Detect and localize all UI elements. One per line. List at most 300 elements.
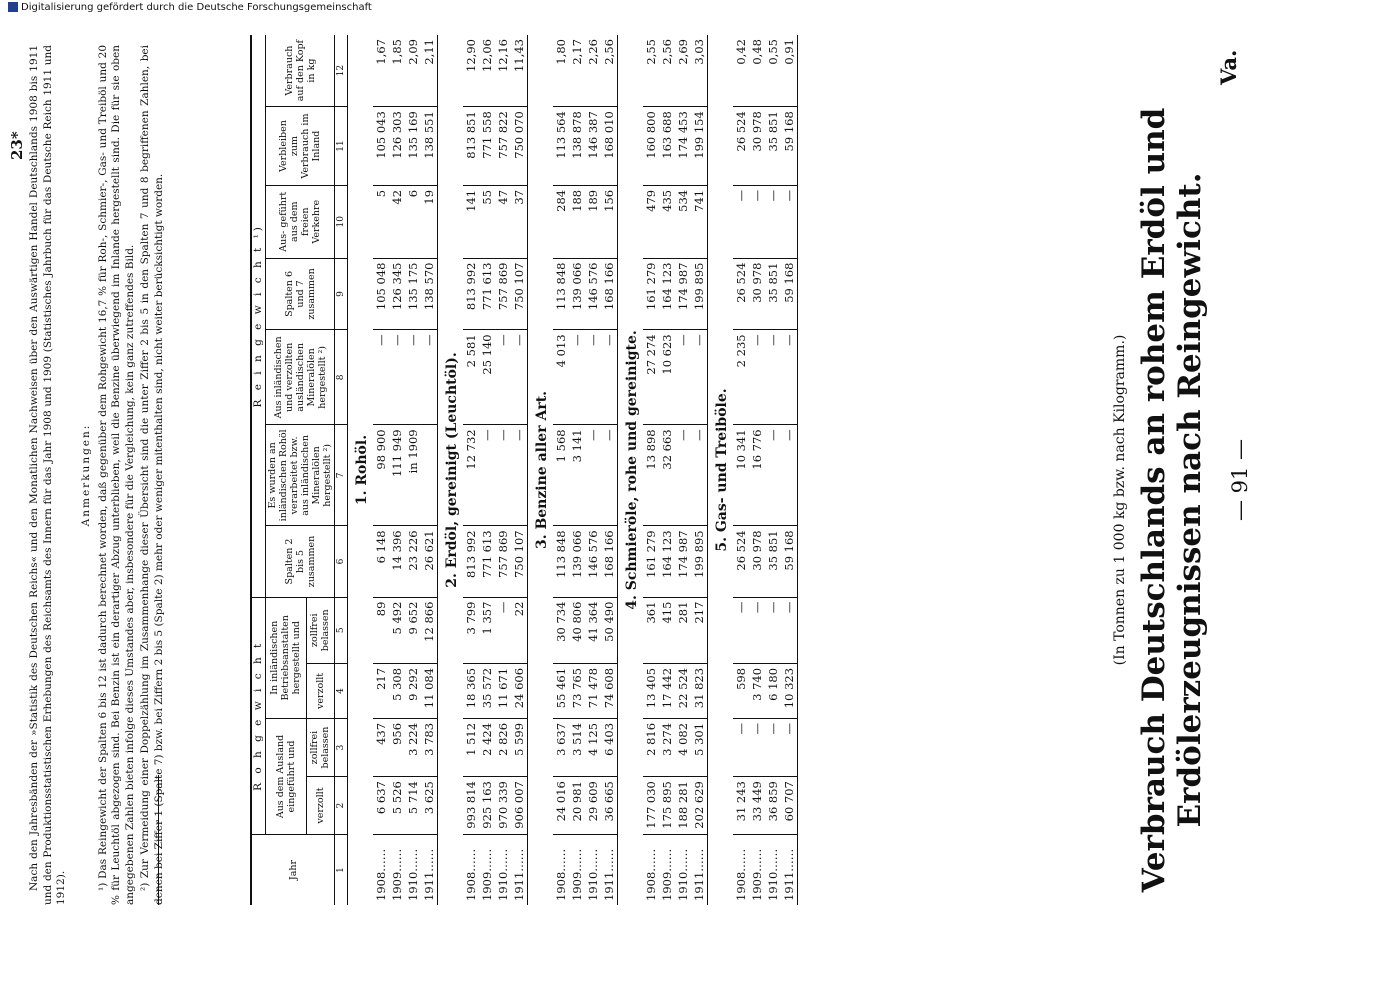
column-number: 2 bbox=[335, 777, 348, 835]
col-header-year: Jahr bbox=[251, 835, 335, 906]
col-header-ausland: Aus dem Ausland eingeführt und bbox=[266, 718, 307, 834]
value-cell: — bbox=[781, 330, 798, 425]
value-cell: 188 281 bbox=[675, 777, 691, 835]
value-cell: 20 981 bbox=[569, 777, 585, 835]
value-cell: 2 581 bbox=[463, 330, 479, 425]
value-cell: 188 bbox=[569, 185, 585, 258]
value-cell: 757 822 bbox=[495, 107, 511, 186]
value-cell: 146 387 bbox=[585, 107, 601, 186]
column-number: 3 bbox=[335, 718, 348, 776]
value-cell: 10 623 bbox=[659, 330, 675, 425]
value-cell: 813 851 bbox=[463, 107, 479, 186]
value-cell: — bbox=[781, 185, 798, 258]
value-cell: 771 558 bbox=[479, 107, 495, 186]
value-cell: 4 082 bbox=[675, 718, 691, 776]
year-cell: 1911…… bbox=[421, 835, 438, 906]
column-number: 10 bbox=[335, 185, 348, 258]
value-cell: 24 016 bbox=[553, 777, 569, 835]
value-cell: 168 166 bbox=[601, 526, 618, 597]
year-cell: 1908…… bbox=[733, 835, 749, 906]
value-cell: 12 732 bbox=[463, 425, 479, 526]
value-cell: 12,06 bbox=[479, 35, 495, 107]
page-subtitle: (In Tonnen zu 1 000 kg bzw. nach Kilogramm.) bbox=[1112, 334, 1128, 666]
value-cell: 3 799 bbox=[463, 597, 479, 663]
value-cell: 0,55 bbox=[765, 35, 781, 107]
col-header-4: verzollt bbox=[306, 663, 334, 718]
value-cell: in 1909 bbox=[405, 425, 421, 526]
table-row bbox=[479, 35, 495, 905]
value-cell: 956 bbox=[389, 718, 405, 776]
value-cell: 3 514 bbox=[569, 718, 585, 776]
value-cell: 12 866 bbox=[421, 597, 438, 663]
col-header-8: Aus inländischen und verzollten ausländischen Mineralölen hergestellt ²) bbox=[266, 330, 335, 425]
value-cell: 26 621 bbox=[421, 526, 438, 597]
table-row bbox=[511, 35, 528, 905]
col-header-7: Es wurden an inländischen Rohöl verarbeitet bzw. aus inländischen Mineralölen hergestellt ²) bbox=[266, 425, 335, 526]
value-cell: — bbox=[765, 330, 781, 425]
value-cell: 168 010 bbox=[601, 107, 618, 186]
value-cell: 71 478 bbox=[585, 663, 601, 718]
value-cell: — bbox=[781, 597, 798, 663]
value-cell: — bbox=[511, 425, 528, 526]
table-row bbox=[421, 35, 438, 905]
value-cell: 14 396 bbox=[389, 526, 405, 597]
value-cell: 163 688 bbox=[659, 107, 675, 186]
value-cell: 60 707 bbox=[781, 777, 798, 835]
value-cell: — bbox=[421, 330, 438, 425]
table-row bbox=[585, 35, 601, 905]
value-cell: 161 279 bbox=[643, 258, 659, 330]
value-cell: 2 235 bbox=[733, 330, 749, 425]
value-cell: 22 524 bbox=[675, 663, 691, 718]
col-header-11: Verbleiben zum Verbrauch im Inland bbox=[266, 107, 335, 186]
value-cell: — bbox=[749, 330, 765, 425]
value-cell: 105 048 bbox=[373, 258, 389, 330]
col-header-9: Spalten 6 und 7 zusammen bbox=[266, 258, 335, 330]
value-cell: 479 bbox=[643, 185, 659, 258]
column-number: 5 bbox=[335, 597, 348, 663]
year-cell: 1911…… bbox=[601, 835, 618, 906]
value-cell: 0,91 bbox=[781, 35, 798, 107]
value-cell: 35 851 bbox=[765, 107, 781, 186]
value-cell: — bbox=[691, 330, 708, 425]
value-cell: 177 030 bbox=[643, 777, 659, 835]
table-row bbox=[691, 35, 708, 905]
value-cell: 59 168 bbox=[781, 107, 798, 186]
value-cell: 156 bbox=[601, 185, 618, 258]
table-row bbox=[765, 35, 781, 905]
table-row bbox=[373, 35, 389, 905]
value-cell: 6 403 bbox=[601, 718, 618, 776]
value-cell: 126 303 bbox=[389, 107, 405, 186]
value-cell: 135 175 bbox=[405, 258, 421, 330]
value-cell: 281 bbox=[675, 597, 691, 663]
value-cell: 36 859 bbox=[765, 777, 781, 835]
section-title-row bbox=[348, 35, 374, 905]
value-cell: 23 226 bbox=[405, 526, 421, 597]
table-row bbox=[553, 35, 569, 905]
value-cell: 164 123 bbox=[659, 258, 675, 330]
value-cell: 98 900 bbox=[373, 425, 389, 526]
value-cell: 199 154 bbox=[691, 107, 708, 186]
value-cell: 3 783 bbox=[421, 718, 438, 776]
page-title: Verbrauch Deutschlands an rohem Erdöl und Erdölerzeugnissen nach Reingewicht. bbox=[1136, 107, 1208, 893]
year-cell: 1909…… bbox=[569, 835, 585, 906]
value-cell: 30 978 bbox=[749, 258, 765, 330]
value-cell: 771 613 bbox=[479, 526, 495, 597]
value-cell: 55 461 bbox=[553, 663, 569, 718]
footnote-2: ²) Zur Vermeidung einer Doppelzählung im Zusammenhange dieser Übersicht sind die unter Ziffer 2 bis 5 in den Spalten 7 und 8 begriffenen Zahlen, bei denen bei Ziffer 1 (Spalte 7) bzw. bei Ziffern 2 bis 5 (Spalte 2) mehr oder weniger mitenthalten sind, nicht weiter berücksichtigt worden. bbox=[139, 45, 165, 905]
value-cell: 5 308 bbox=[389, 663, 405, 718]
value-cell: — bbox=[733, 718, 749, 776]
value-cell: — bbox=[389, 330, 405, 425]
value-cell: 3 141 bbox=[569, 425, 585, 526]
section-title-row bbox=[708, 35, 734, 905]
value-cell: 141 bbox=[463, 185, 479, 258]
value-cell: 435 bbox=[659, 185, 675, 258]
year-cell: 1910…… bbox=[585, 835, 601, 906]
value-cell: 111 949 bbox=[389, 425, 405, 526]
value-cell: 757 869 bbox=[495, 526, 511, 597]
value-cell: 113 848 bbox=[553, 258, 569, 330]
value-cell: 17 442 bbox=[659, 663, 675, 718]
value-cell: 138 570 bbox=[421, 258, 438, 330]
value-cell: 199 895 bbox=[691, 258, 708, 330]
table-row bbox=[601, 35, 618, 905]
section-title: 2. Erdöl, gereinigt (Leuchtöl). bbox=[444, 352, 460, 588]
value-cell: — bbox=[405, 330, 421, 425]
divider bbox=[158, 775, 159, 905]
consumption-table bbox=[250, 35, 798, 905]
footnote-1: ¹) Das Reingewicht der Spalten 6 bis 12 ist dadurch berechnet worden, daß gegenüber dem Rohgewicht 16,7 % für Roh-, Schmier-, Gas- und Treiböl und 20 % für Leuchtöl abgezogen sind. Bei Benzin ist ein derartiger Abzug unterblieben, weil die Benzine überwiegend im Inlande hergestellt sind. Die für sie oben angegebenen Zahlen bieten infolge dieses Umstandes aber, insbesondere für die Vergleichung, kein ganz zutreffendes Bild. bbox=[96, 45, 136, 905]
value-cell: 29 609 bbox=[585, 777, 601, 835]
year-cell: 1908…… bbox=[553, 835, 569, 906]
value-cell: 16 776 bbox=[749, 425, 765, 526]
table-row bbox=[675, 35, 691, 905]
table-row bbox=[389, 35, 405, 905]
value-cell: 813 992 bbox=[463, 526, 479, 597]
value-cell: 26 524 bbox=[733, 526, 749, 597]
value-cell: 1,85 bbox=[389, 35, 405, 107]
value-cell: 925 163 bbox=[479, 777, 495, 835]
value-cell: — bbox=[749, 185, 765, 258]
notes-title: Anmerkungen: bbox=[80, 423, 92, 527]
col-header-10: Aus- geführt aus dem freien Verkehre bbox=[266, 185, 335, 258]
digitization-note bbox=[8, 2, 372, 13]
value-cell: 35 851 bbox=[765, 526, 781, 597]
year-cell: 1908…… bbox=[463, 835, 479, 906]
column-number: 6 bbox=[335, 526, 348, 597]
value-cell: 6 637 bbox=[373, 777, 389, 835]
value-cell: 10 323 bbox=[781, 663, 798, 718]
value-cell: 534 bbox=[675, 185, 691, 258]
column-number: 12 bbox=[335, 35, 348, 107]
value-cell: — bbox=[675, 425, 691, 526]
value-cell: 135 169 bbox=[405, 107, 421, 186]
value-cell: 12,16 bbox=[495, 35, 511, 107]
value-cell: 27 274 bbox=[643, 330, 659, 425]
value-cell: 13 898 bbox=[643, 425, 659, 526]
column-number: 7 bbox=[335, 425, 348, 526]
year-cell: 1910…… bbox=[765, 835, 781, 906]
column-number-row bbox=[335, 35, 348, 905]
section-title-row bbox=[438, 35, 464, 905]
value-cell: 139 066 bbox=[569, 258, 585, 330]
col-header-12: Verbrauch auf den Kopf in kg bbox=[266, 35, 335, 107]
page-number: — 91 — bbox=[1228, 438, 1252, 522]
value-cell: 2 826 bbox=[495, 718, 511, 776]
value-cell: 174 453 bbox=[675, 107, 691, 186]
table-row bbox=[781, 35, 798, 905]
value-cell: 2,69 bbox=[675, 35, 691, 107]
value-cell: — bbox=[781, 425, 798, 526]
value-cell: 40 806 bbox=[569, 597, 585, 663]
value-cell: 598 bbox=[733, 663, 749, 718]
value-cell: — bbox=[691, 425, 708, 526]
value-cell: 42 bbox=[389, 185, 405, 258]
table-row bbox=[659, 35, 675, 905]
value-cell: 30 734 bbox=[553, 597, 569, 663]
value-cell: — bbox=[765, 185, 781, 258]
value-cell: 25 140 bbox=[479, 330, 495, 425]
value-cell: 741 bbox=[691, 185, 708, 258]
footnotes bbox=[80, 45, 168, 905]
value-cell: 6 bbox=[405, 185, 421, 258]
value-cell: 1,67 bbox=[373, 35, 389, 107]
value-cell: 2,11 bbox=[421, 35, 438, 107]
value-cell: 2,55 bbox=[643, 35, 659, 107]
value-cell: 2,17 bbox=[569, 35, 585, 107]
value-cell: 59 168 bbox=[781, 526, 798, 597]
value-cell: 35 851 bbox=[765, 258, 781, 330]
value-cell: 55 bbox=[479, 185, 495, 258]
value-cell: 2 816 bbox=[643, 718, 659, 776]
value-cell: 32 663 bbox=[659, 425, 675, 526]
year-cell: 1909…… bbox=[749, 835, 765, 906]
value-cell: 6 148 bbox=[373, 526, 389, 597]
value-cell: — bbox=[781, 718, 798, 776]
value-cell: 26 524 bbox=[733, 258, 749, 330]
value-cell: 437 bbox=[373, 718, 389, 776]
value-cell: 168 166 bbox=[601, 258, 618, 330]
value-cell: 174 987 bbox=[675, 258, 691, 330]
column-number: 11 bbox=[335, 107, 348, 186]
value-cell: — bbox=[373, 330, 389, 425]
value-cell: 2 424 bbox=[479, 718, 495, 776]
value-cell: 189 bbox=[585, 185, 601, 258]
value-cell: 59 168 bbox=[781, 258, 798, 330]
value-cell: — bbox=[585, 330, 601, 425]
value-cell: 906 007 bbox=[511, 777, 528, 835]
value-cell: 1,80 bbox=[553, 35, 569, 107]
value-cell: 113 848 bbox=[553, 526, 569, 597]
year-cell: 1909…… bbox=[659, 835, 675, 906]
value-cell: — bbox=[749, 718, 765, 776]
value-cell: — bbox=[495, 330, 511, 425]
value-cell: 50 490 bbox=[601, 597, 618, 663]
value-cell: 3 224 bbox=[405, 718, 421, 776]
value-cell: 217 bbox=[373, 663, 389, 718]
value-cell: 174 987 bbox=[675, 526, 691, 597]
value-cell: 284 bbox=[553, 185, 569, 258]
year-cell: 1908…… bbox=[373, 835, 389, 906]
value-cell: 5 526 bbox=[389, 777, 405, 835]
value-cell: 5 599 bbox=[511, 718, 528, 776]
value-cell bbox=[421, 425, 438, 526]
value-cell: 35 572 bbox=[479, 663, 495, 718]
value-cell: — bbox=[569, 330, 585, 425]
value-cell: 2,56 bbox=[601, 35, 618, 107]
table-body bbox=[335, 35, 798, 905]
section-title: 3. Benzine aller Art. bbox=[534, 390, 550, 550]
section-title-row bbox=[618, 35, 644, 905]
value-cell: 1 568 bbox=[553, 425, 569, 526]
value-cell: 5 714 bbox=[405, 777, 421, 835]
signature-mark: 23* bbox=[8, 131, 26, 160]
value-cell: 146 576 bbox=[585, 258, 601, 330]
value-cell: 3 637 bbox=[553, 718, 569, 776]
value-cell: 13 405 bbox=[643, 663, 659, 718]
year-cell: 1909…… bbox=[479, 835, 495, 906]
value-cell: 10 341 bbox=[733, 425, 749, 526]
value-cell: 970 339 bbox=[495, 777, 511, 835]
value-cell: — bbox=[511, 330, 528, 425]
value-cell: 139 066 bbox=[569, 526, 585, 597]
col-header-inland: In inländischen Betriebsanstalten hergestellt und bbox=[266, 597, 307, 718]
value-cell: 3,03 bbox=[691, 35, 708, 107]
value-cell: 33 449 bbox=[749, 777, 765, 835]
section-title: 5. Gas- und Treiböle. bbox=[714, 388, 730, 552]
value-cell: 164 123 bbox=[659, 526, 675, 597]
value-cell: 175 895 bbox=[659, 777, 675, 835]
value-cell: 5 bbox=[373, 185, 389, 258]
value-cell: 0,48 bbox=[749, 35, 765, 107]
year-cell: 1910…… bbox=[495, 835, 511, 906]
value-cell: 36 665 bbox=[601, 777, 618, 835]
value-cell: 2,26 bbox=[585, 35, 601, 107]
year-cell: 1908…… bbox=[643, 835, 659, 906]
value-cell: 146 576 bbox=[585, 526, 601, 597]
table-row bbox=[749, 35, 765, 905]
value-cell: 415 bbox=[659, 597, 675, 663]
table-row bbox=[643, 35, 659, 905]
value-cell: 19 bbox=[421, 185, 438, 258]
value-cell: 161 279 bbox=[643, 526, 659, 597]
section-mark: Va. bbox=[1216, 49, 1241, 85]
value-cell: 31 243 bbox=[733, 777, 749, 835]
digitization-text: Digitalisierung gefördert durch die Deutsche Forschungsgemeinschaft bbox=[21, 2, 372, 13]
value-cell: 0,42 bbox=[733, 35, 749, 107]
table-row bbox=[733, 35, 749, 905]
column-number: 9 bbox=[335, 258, 348, 330]
value-cell: 37 bbox=[511, 185, 528, 258]
value-cell: 41 364 bbox=[585, 597, 601, 663]
value-cell: 202 629 bbox=[691, 777, 708, 835]
value-cell: — bbox=[495, 425, 511, 526]
value-cell: — bbox=[749, 597, 765, 663]
group-header-rohgewicht: R o h g e w i c h t bbox=[251, 597, 266, 834]
value-cell: — bbox=[585, 425, 601, 526]
value-cell: 31 823 bbox=[691, 663, 708, 718]
year-cell: 1911…… bbox=[781, 835, 798, 906]
value-cell: 199 895 bbox=[691, 526, 708, 597]
year-cell: 1910…… bbox=[405, 835, 421, 906]
value-cell: 113 564 bbox=[553, 107, 569, 186]
value-cell: — bbox=[479, 425, 495, 526]
value-cell: 9 652 bbox=[405, 597, 421, 663]
value-cell: 1 357 bbox=[479, 597, 495, 663]
section-title: 4. Schmieröle, rohe und gereinigte. bbox=[624, 330, 640, 610]
value-cell: — bbox=[601, 330, 618, 425]
value-cell: 138 551 bbox=[421, 107, 438, 186]
value-cell: 74 608 bbox=[601, 663, 618, 718]
value-cell: 813 992 bbox=[463, 258, 479, 330]
year-cell: 1911…… bbox=[691, 835, 708, 906]
column-number: 1 bbox=[335, 835, 348, 906]
value-cell: 361 bbox=[643, 597, 659, 663]
value-cell: 11,43 bbox=[511, 35, 528, 107]
section-title-row bbox=[528, 35, 554, 905]
value-cell: 4 125 bbox=[585, 718, 601, 776]
table-row bbox=[463, 35, 479, 905]
value-cell: 24 606 bbox=[511, 663, 528, 718]
value-cell: 89 bbox=[373, 597, 389, 663]
value-cell: — bbox=[733, 185, 749, 258]
value-cell: 3 740 bbox=[749, 663, 765, 718]
value-cell: 126 345 bbox=[389, 258, 405, 330]
value-cell: 138 878 bbox=[569, 107, 585, 186]
value-cell: 2,56 bbox=[659, 35, 675, 107]
value-cell: — bbox=[601, 425, 618, 526]
value-cell: — bbox=[675, 330, 691, 425]
value-cell: 73 765 bbox=[569, 663, 585, 718]
col-header-6: Spalten 2 bis 5 zusammen bbox=[266, 526, 335, 597]
value-cell: 22 bbox=[511, 597, 528, 663]
value-cell: 9 292 bbox=[405, 663, 421, 718]
value-cell: 30 978 bbox=[749, 107, 765, 186]
value-cell: 4 013 bbox=[553, 330, 569, 425]
value-cell: 750 107 bbox=[511, 526, 528, 597]
value-cell: — bbox=[765, 718, 781, 776]
value-cell: 18 365 bbox=[463, 663, 479, 718]
group-header-reingewicht: R e i n g e w i c h t ¹) bbox=[251, 35, 266, 597]
value-cell: 1 512 bbox=[463, 718, 479, 776]
table-row bbox=[495, 35, 511, 905]
value-cell: 750 107 bbox=[511, 258, 528, 330]
col-header-2: verzollt bbox=[306, 777, 334, 835]
value-cell: — bbox=[765, 597, 781, 663]
value-cell: 160 800 bbox=[643, 107, 659, 186]
value-cell: 217 bbox=[691, 597, 708, 663]
column-number: 4 bbox=[335, 663, 348, 718]
value-cell: 3 274 bbox=[659, 718, 675, 776]
value-cell: 30 978 bbox=[749, 526, 765, 597]
value-cell: — bbox=[495, 597, 511, 663]
value-cell: 771 613 bbox=[479, 258, 495, 330]
year-cell: 1909…… bbox=[389, 835, 405, 906]
year-cell: 1910…… bbox=[675, 835, 691, 906]
year-cell: 1911…… bbox=[511, 835, 528, 906]
value-cell: 11 671 bbox=[495, 663, 511, 718]
value-cell: 993 814 bbox=[463, 777, 479, 835]
source-note: Nach den Jahresbänden der »Statistik des Deutschen Reichs« und den Monatlichen Nachweisen über den Auswärtigen Handel Deutschlands 1908 bis 1911 und den Produktionsstatistischen Erhebungen des Reichsamts des Innern für das Jahr 1908 und 1909 (Statistisches Jahrbuch für das Deutsche Reich 1911 und 1912). bbox=[28, 45, 67, 905]
value-cell: 750 070 bbox=[511, 107, 528, 186]
value-cell: 6 180 bbox=[765, 663, 781, 718]
column-number: 8 bbox=[335, 330, 348, 425]
value-cell: 2,09 bbox=[405, 35, 421, 107]
table-row bbox=[569, 35, 585, 905]
section-title: 1. Rohöl. bbox=[354, 434, 370, 506]
